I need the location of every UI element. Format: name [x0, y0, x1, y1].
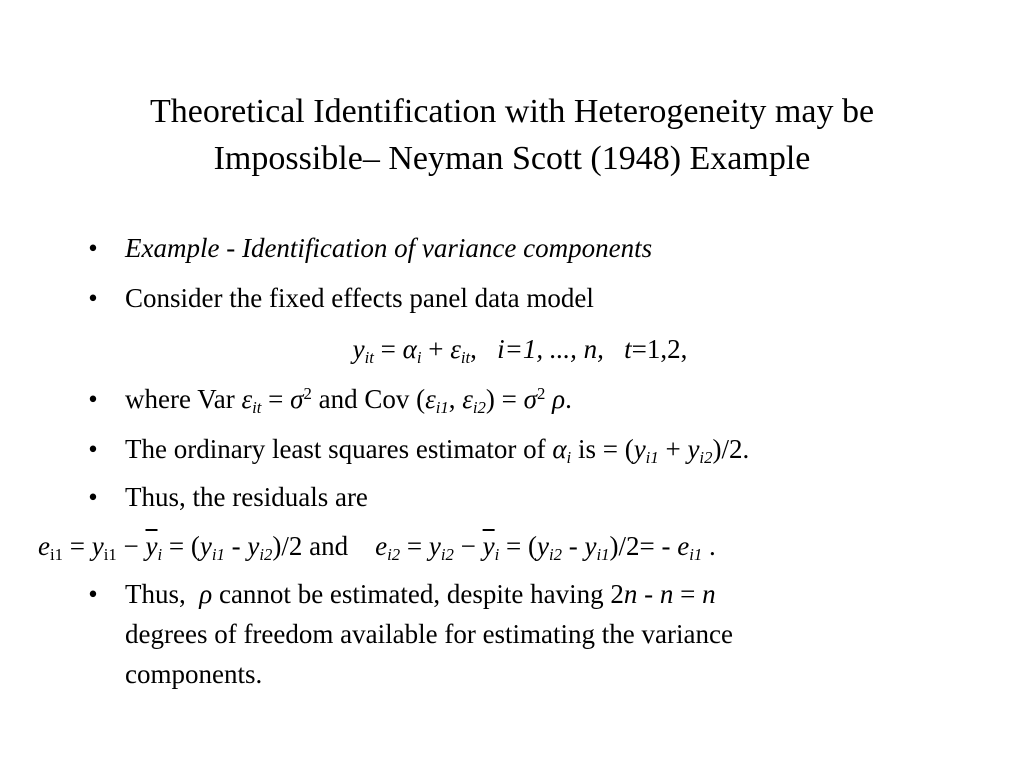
eq-operator: =: [63, 531, 92, 561]
eq-symbol: y: [536, 531, 549, 561]
bullet-marker: •: [88, 579, 98, 609]
eq-subscript: i: [416, 348, 422, 368]
eq-subscript: i2: [699, 448, 713, 468]
eq-punctuation: ,: [448, 384, 463, 414]
bullet-text: [125, 232, 652, 264]
eq-operator: −: [453, 531, 483, 561]
text-fragment: and Cov (: [311, 384, 426, 414]
eq-symbol: e: [38, 531, 50, 561]
eq-symbol: σ: [523, 384, 537, 414]
eq-subscript: i2: [472, 398, 486, 418]
eq-subscript: it: [252, 398, 262, 418]
bullet-text: Thus, the residuals are: [125, 482, 368, 512]
bullet-marker: •: [88, 233, 98, 263]
eq-symbol: ρ: [545, 384, 566, 414]
eq-symbol: t: [624, 334, 632, 364]
eq-symbol: y: [633, 434, 646, 464]
eq-symbol: y: [247, 531, 260, 561]
text-fragment: )/2.: [712, 434, 750, 464]
eq-subscript: i1: [49, 545, 64, 565]
text-fragment: where Var: [125, 384, 242, 414]
eq-subscript: i1: [211, 545, 225, 565]
eq-subscript: it: [460, 348, 471, 368]
eq-subscript: i: [566, 448, 572, 468]
eq-operator: -: [562, 531, 585, 561]
eq-symbol: e: [677, 531, 690, 561]
eq-subscript: i1: [689, 545, 703, 565]
eq-subscript: i2: [387, 545, 401, 565]
text-fragment: = (: [162, 531, 200, 561]
eq-subscript: i: [157, 545, 163, 565]
text-fragment: The ordinary least squares estimator of: [125, 434, 553, 464]
bullet-6-continuation-line-3: components.: [125, 659, 263, 689]
eq-symbol: n: [659, 579, 674, 609]
bullet-text: [125, 383, 572, 418]
bullet-marker: •: [88, 384, 98, 414]
bullet-1-italic-text: Example - Identification of variance components: [125, 233, 653, 263]
title-line-2: Impossible– Neyman Scott (1948) Example: [213, 140, 811, 177]
eq-operator: +: [421, 334, 451, 364]
eq-symbol: ε: [241, 384, 253, 414]
eq-symbol: y: [428, 531, 441, 561]
text-fragment: )/2= -: [609, 531, 678, 561]
model-equation: [0, 333, 1024, 368]
eq-operator: ) =: [485, 384, 524, 414]
eq-symbol: α: [402, 334, 417, 364]
text-fragment: cannot be estimated, despite having 2: [212, 579, 624, 609]
eq-operator: =: [673, 579, 703, 609]
eq-subscript: it: [364, 348, 374, 368]
eq-superscript: 2: [303, 383, 312, 403]
eq-operator: =: [261, 384, 291, 414]
eq-operator: −: [116, 531, 146, 561]
bullet-marker: •: [88, 283, 98, 313]
eq-operator: =: [373, 334, 403, 364]
eq-operator: +: [658, 434, 688, 464]
eq-subscript: i2: [259, 545, 273, 565]
bullet-marker: •: [88, 434, 98, 464]
eq-symbol: y: [687, 434, 700, 464]
eq-symbol: i: [497, 334, 505, 364]
bullet-text: Consider the fixed effects panel data model: [125, 283, 594, 313]
eq-subscript: i1: [596, 545, 610, 565]
eq-symbol: ε: [425, 384, 436, 414]
bullet-marker: •: [88, 482, 98, 512]
eq-symbol: y: [91, 531, 104, 561]
eq-symbol: n: [702, 579, 716, 609]
bullet-text: [125, 433, 750, 468]
eq-symbol: e: [375, 531, 388, 561]
residuals-equation: [38, 530, 716, 565]
eq-symbol: ε: [450, 334, 461, 364]
eq-subscript: i: [494, 545, 500, 565]
text-fragment: )/2 and: [272, 531, 355, 561]
eq-punctuation: .: [565, 384, 572, 414]
eq-symbol: ε: [462, 384, 473, 414]
eq-punctuation: .: [702, 531, 716, 561]
eq-subscript: i1: [645, 448, 659, 468]
eq-operator: =: [400, 531, 429, 561]
eq-subscript: i1: [435, 398, 449, 418]
eq-symbol: ρ: [199, 579, 213, 609]
eq-subscript: i1: [103, 545, 117, 565]
eq-symbol-bar: $\overline{y}$: [145, 531, 158, 561]
text-fragment: Thus,: [125, 579, 193, 609]
eq-operator: -: [224, 531, 248, 561]
text-fragment: = (: [499, 531, 537, 561]
eq-symbol: α: [552, 434, 567, 464]
eq-symbol-bar: $\overline{y}$: [482, 531, 495, 561]
eq-symbol: n: [623, 579, 638, 609]
eq-index-range: =1, ..., n,: [504, 334, 604, 364]
bullet-text: [125, 578, 716, 610]
eq-superscript: 2: [536, 383, 546, 403]
eq-symbol: y: [584, 531, 597, 561]
title-line-1: Theoretical Identification with Heterogeneity may be: [149, 93, 875, 130]
eq-subscript: i2: [548, 545, 562, 565]
eq-symbol: y: [199, 531, 212, 561]
eq-punctuation: ,: [470, 334, 477, 364]
text-fragment: is = (: [571, 434, 634, 464]
eq-symbol: y: [352, 334, 365, 364]
eq-symbol: σ: [290, 384, 304, 414]
bullet-6-continuation-line-2: degrees of freedom available for estimating the variance: [125, 619, 733, 649]
eq-operator: -: [637, 579, 660, 609]
eq-index-range: =1,2,: [631, 334, 688, 364]
eq-subscript: i2: [440, 545, 454, 565]
